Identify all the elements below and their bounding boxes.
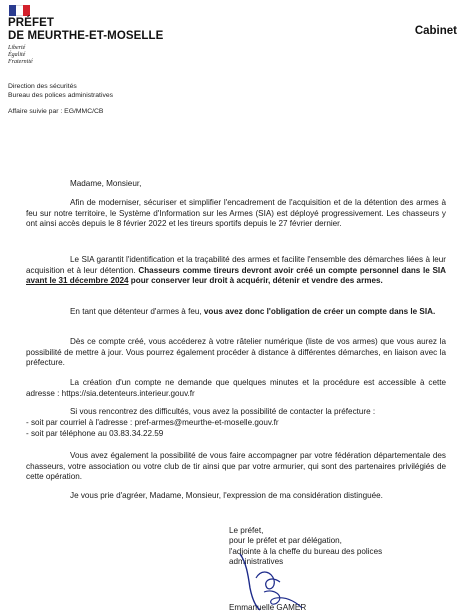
paragraph-contact: Si vous rencontrez des difficultés, vous avez la possibilité de contacter la préfecture : <box>70 407 376 416</box>
prefecture-logo <box>8 17 163 43</box>
salutation: Madame, Monsieur, <box>70 179 142 188</box>
republic-motto: Liberté Égalité Fraternité <box>8 45 33 65</box>
paragraph-closing: Je vous prie d'agréer, Madame, Monsieur, l'expression de ma considération distinguée. <box>70 491 383 500</box>
french-flag-icon <box>9 5 30 16</box>
reference-line: Affaire suivie par : EG/MMC/CB <box>8 108 104 115</box>
signatory-name: Emmanuelle GAMER <box>229 602 307 612</box>
handwritten-signature <box>222 548 342 612</box>
deadline: avant le 31 décembre 2024 <box>26 276 129 286</box>
contact-email: - soit par courriel à l'adresse : pref-armes@meurthe-et-moselle.gouv.fr <box>26 418 279 427</box>
paragraph-federation: Vous avez également la possibilité de vous faire accompagner par votre fédération départementale des chasseurs, votre association ou votre club de tir ainsi que par votre armurier, qui sont des partenaires privilégiés de cette opération. <box>26 451 446 482</box>
prefet-line2: DE MEURTHE-ET-MOSELLE <box>8 30 164 42</box>
signature-block: Le préfet, pour le préfet et par délégation, l'adjointe à la cheffe du bureau des polices administratives Emmanuelle GAMER <box>229 526 459 613</box>
paragraph-creation: La création d'un compte ne demande que quelques minutes et la procédure est accessible à cette adresse : https://sia.detenteurs.interieur.gouv.fr <box>26 378 446 398</box>
paragraph-intro: Afin de moderniser, sécuriser et simplifier l'encadrement de l'acquisition et de la détention des armes à feu sur notre territoire, le Système d'Information sur les Armes (SIA) est déployé progressivement. Les chasseurs y ont ainsi accès depuis le 8 février 2022 et les tireurs sportifs depuis le 27 février dernier. <box>26 198 446 229</box>
paragraph-obligation: En tant que détenteur d'armes à feu, vous avez donc l'obligation de créer un compte dans le SIA. <box>70 307 436 316</box>
prefet-line1: PRÉFET <box>8 17 54 29</box>
department-block: Direction des sécurités Bureau des polices administratives <box>8 83 114 99</box>
cabinet-label: Cabinet <box>414 25 457 37</box>
paragraph-ratelier: Dès ce compte créé, vous accéderez à votre râtelier numérique (liste de vos armes) que vous aurez la possibilité de mettre à jour. Vous pourrez également procéder à distance à différentes démarches, en liaison avec la préfecture. <box>26 337 446 368</box>
paragraph-sia: Le SIA garantit l'identification et la traçabilité des armes et facilite l'ensemble des démarches liées à leur acquisition et à leur détention. Chasseurs comme tireurs devront avoir créé un compte personnel dans le SIA avant le 31 décembre 2024 pour conserver leur droit à acquérir, détenir et vendre des armes. <box>26 255 446 286</box>
contact-phone: - soit par téléphone au 03.83.34.22.59 <box>26 429 164 438</box>
